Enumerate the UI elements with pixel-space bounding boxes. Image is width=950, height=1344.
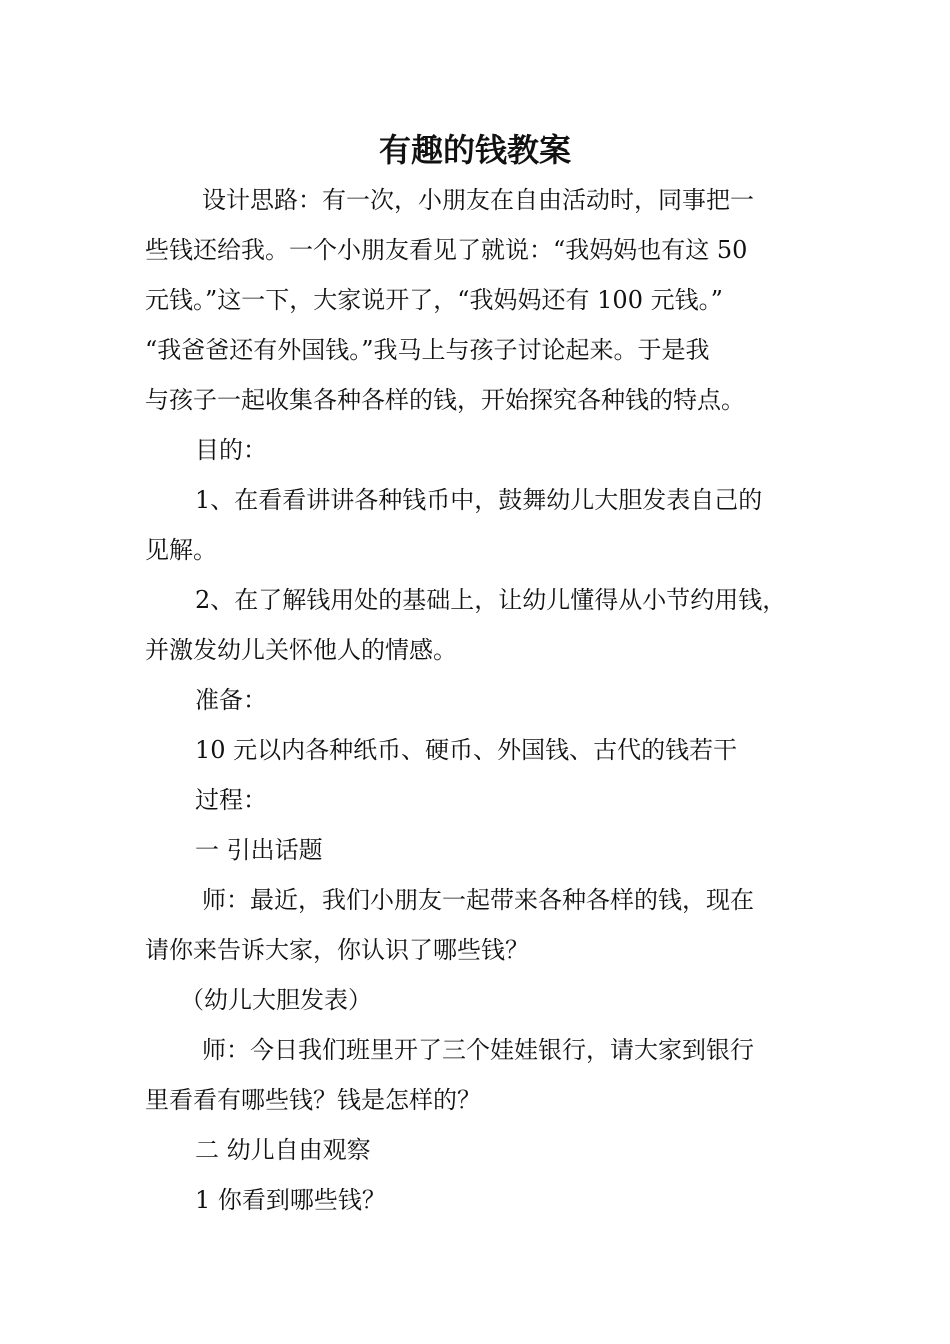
paragraph-line: 1 你看到哪些钱？ (195, 1186, 386, 1214)
paragraph-line: 与孩子一起收集各种各样的钱，开始探究各种钱的特点。 (145, 386, 745, 414)
paragraph-line: 师：最近，我们小朋友一起带来各种各样的钱，现在 (202, 886, 754, 914)
paragraph-line: 请你来告诉大家，你认识了哪些钱？ (145, 936, 529, 964)
paragraph-line: 并激发幼儿关怀他人的情感。 (145, 636, 457, 664)
paragraph-line: 些钱还给我。一个小朋友看见了就说：“我妈妈也有这 50 (145, 236, 748, 264)
paragraph-line: “我爸爸还有外国钱。”我马上与孩子讨论起来。于是我 (145, 336, 710, 364)
paragraph-line: 10 元以内各种纸币、硬币、外国钱、古代的钱若干 (195, 736, 738, 764)
section-heading: 二 幼儿自由观察 (195, 1136, 371, 1164)
paragraph-line: 2、在了解钱用处的基础上，让幼儿懂得从小节约用钱， (195, 586, 787, 614)
section-heading: 目的： (195, 436, 267, 464)
section-heading: 准备： (195, 686, 267, 714)
paragraph-line: 里看看有哪些钱？钱是怎样的？ (145, 1086, 481, 1114)
paragraph-line: 师：今日我们班里开了三个娃娃银行，请大家到银行 (202, 1036, 754, 1064)
paragraph-line: 设计思路：有一次，小朋友在自由活动时，同事把一 (202, 186, 754, 214)
section-heading: 过程： (195, 786, 267, 814)
paragraph-line: 见解。 (145, 536, 217, 564)
paragraph-line: （幼儿大胆发表） (180, 986, 372, 1014)
document-title: 有趣的钱教案 (378, 131, 571, 169)
paragraph-line: 1、在看看讲讲各种钱币中，鼓舞幼儿大胆发表自己的 (195, 486, 763, 514)
section-heading: 一 引出话题 (195, 836, 323, 864)
paragraph-line: 元钱。”这一下，大家说开了，“我妈妈还有 100 元钱。” (145, 286, 723, 314)
